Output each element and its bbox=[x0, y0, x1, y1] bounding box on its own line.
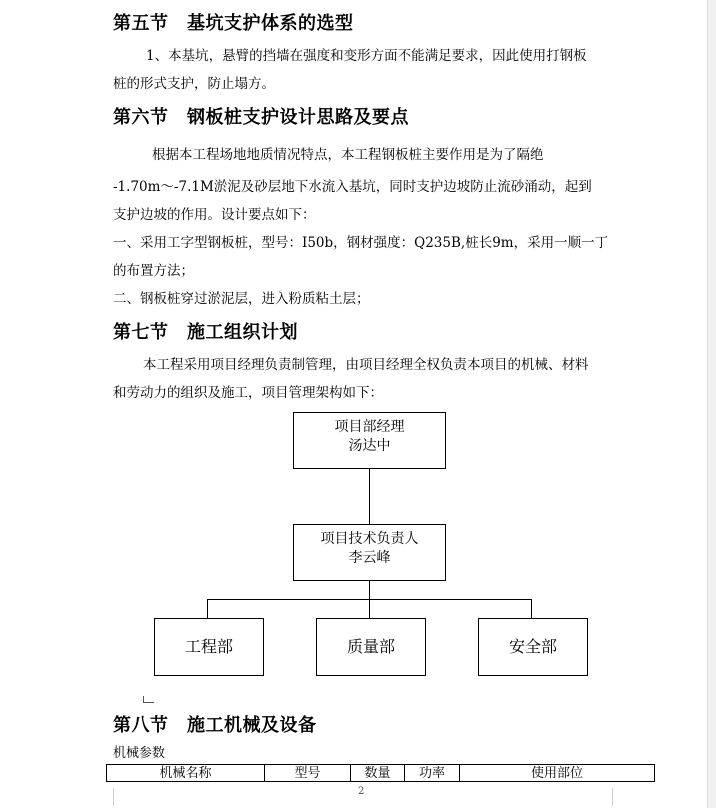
page-margin-mark-left bbox=[113, 788, 114, 806]
org-manager-title: 项目部经理 bbox=[334, 419, 405, 435]
paragraph-mark-icon bbox=[143, 696, 154, 703]
machinery-table-caption: 机械参数 bbox=[113, 746, 166, 761]
org-connector-tech-trunk bbox=[369, 580, 370, 599]
section-7-line-2: 和劳动力的组织及施工，项目管理架构如下： bbox=[113, 385, 383, 401]
page-margin-mark-right bbox=[612, 788, 613, 806]
section-6-line-4: 一、采用工字型钢板桩，型号：I50b，钢材强度：Q235B,桩长9m，采用一顺一丁 bbox=[113, 235, 609, 251]
section-6-line-3: 支护边坡的作用。设计要点如下： bbox=[113, 207, 316, 223]
org-connector-dept-2 bbox=[369, 599, 370, 618]
section-5-paragraph-line-1: 1、本基坑，悬臂的挡墙在强度和变形方面不能满足要求，因此使用打钢板 bbox=[146, 48, 587, 64]
org-tech-lead-name: 李云峰 bbox=[348, 550, 391, 566]
section-6-line-1: 根据本工程场地地质情况特点，本工程钢板桩主要作用是为了隔绝 bbox=[152, 147, 544, 163]
machinery-table bbox=[106, 764, 655, 782]
org-manager-name: 汤达中 bbox=[348, 438, 391, 454]
org-tech-lead-box bbox=[293, 524, 446, 581]
table-header-cell: 型号 bbox=[265, 765, 351, 782]
machinery-table-header-row bbox=[107, 765, 655, 782]
section-7-line-1: 本工程采用项目经理负责制管理，由项目经理全权负责本项目的机械、材料 bbox=[143, 357, 589, 373]
section-6-line-6: 二、钢板桩穿过淤泥层，进入粉质粘土层； bbox=[113, 291, 370, 307]
section-8-heading: 第八节 施工机械及设备 bbox=[113, 715, 317, 736]
org-connector-dept-3 bbox=[531, 599, 532, 618]
table-header-cell: 功率 bbox=[405, 765, 460, 782]
page-number: 2 bbox=[358, 786, 365, 797]
org-dept-quality: 质量部 bbox=[316, 618, 426, 676]
section-5-heading: 第五节 基坑支护体系的选型 bbox=[113, 13, 354, 34]
table-header-cell: 使用部位 bbox=[460, 765, 655, 782]
table-header-cell: 数量 bbox=[351, 765, 405, 782]
org-connector-dept-1 bbox=[207, 599, 208, 618]
org-dept-engineering: 工程部 bbox=[154, 618, 264, 676]
section-6-line-2: -1.70m～-7.1M淤泥及砂层地下水流入基坑，同时支护边坡防止流砂涌动，起到 bbox=[113, 179, 592, 195]
org-dept-safety: 安全部 bbox=[478, 618, 588, 676]
org-tech-lead-title: 项目技术负责人 bbox=[320, 531, 419, 547]
section-6-line-5: 的布置方法； bbox=[113, 263, 194, 279]
section-5-paragraph-line-2: 桩的形式支护，防止塌方。 bbox=[113, 76, 275, 92]
org-manager-box bbox=[293, 412, 446, 469]
section-6-heading: 第六节 钢板桩支护设计思路及要点 bbox=[113, 107, 409, 128]
section-7-heading: 第七节 施工组织计划 bbox=[113, 322, 298, 343]
org-connector-manager-tech bbox=[369, 468, 370, 524]
vertical-scrollbar[interactable] bbox=[707, 0, 716, 808]
table-header-cell: 机械名称 bbox=[107, 765, 265, 782]
